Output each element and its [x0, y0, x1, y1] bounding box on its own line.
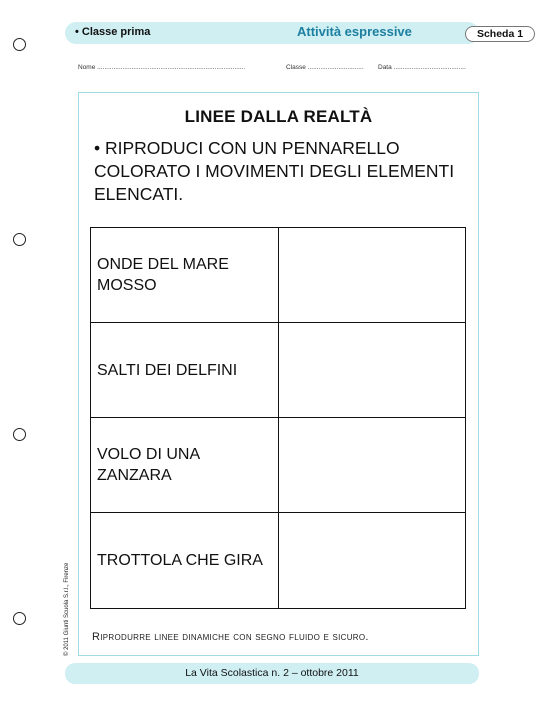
table-row — [91, 513, 465, 608]
worksheet-title: LINEE DALLA REALTÀ — [184, 107, 373, 126]
drawing-area[interactable] — [278, 418, 465, 512]
subject-title: Attività espressive — [297, 24, 412, 39]
footer-bar: La Vita Scolastica n. 2 – ottobre 2011 — [65, 663, 479, 684]
binder-hole-4 — [13, 612, 26, 625]
drawing-area[interactable] — [278, 323, 465, 417]
exercise-table — [90, 227, 466, 609]
table-row — [91, 323, 465, 418]
name-field[interactable]: Nome .................................................................................. — [78, 64, 246, 71]
sheet-badge: Scheda 1 — [465, 26, 535, 42]
binder-hole-2 — [13, 233, 26, 246]
worksheet-frame — [78, 92, 479, 656]
table-row — [91, 228, 465, 323]
binder-hole-1 — [13, 38, 26, 51]
class-field[interactable]: Classe ............................... — [286, 64, 364, 71]
copyright-notice: © 2011 Giunti Scuola S.r.l., Firenze — [64, 562, 70, 656]
learning-goal: Riprodurre linee dinamiche con segno fluido e sicuro. — [92, 631, 369, 643]
header-bar — [65, 22, 524, 44]
row-label: ONDE DEL MARE MOSSO — [97, 256, 229, 294]
row-label: TROTTOLA CHE GIRA — [97, 552, 263, 569]
student-info-fields — [78, 64, 478, 76]
drawing-area[interactable] — [278, 513, 465, 608]
date-field[interactable]: Data ........................................ — [378, 64, 466, 71]
worksheet-instruction: • RIPRODUCI CON UN PENNARELLO COLORATO I MOVIMENTI DEGLI ELEMENTI ELENCATI. — [94, 138, 455, 204]
drawing-area[interactable] — [278, 228, 465, 322]
row-label: SALTI DEI DELFINI — [97, 361, 238, 379]
binder-hole-3 — [13, 428, 26, 441]
table-row — [91, 418, 465, 513]
row-label: VOLO DI UNA ZANZARA — [97, 446, 200, 484]
class-label: • Classe prima — [75, 26, 151, 38]
